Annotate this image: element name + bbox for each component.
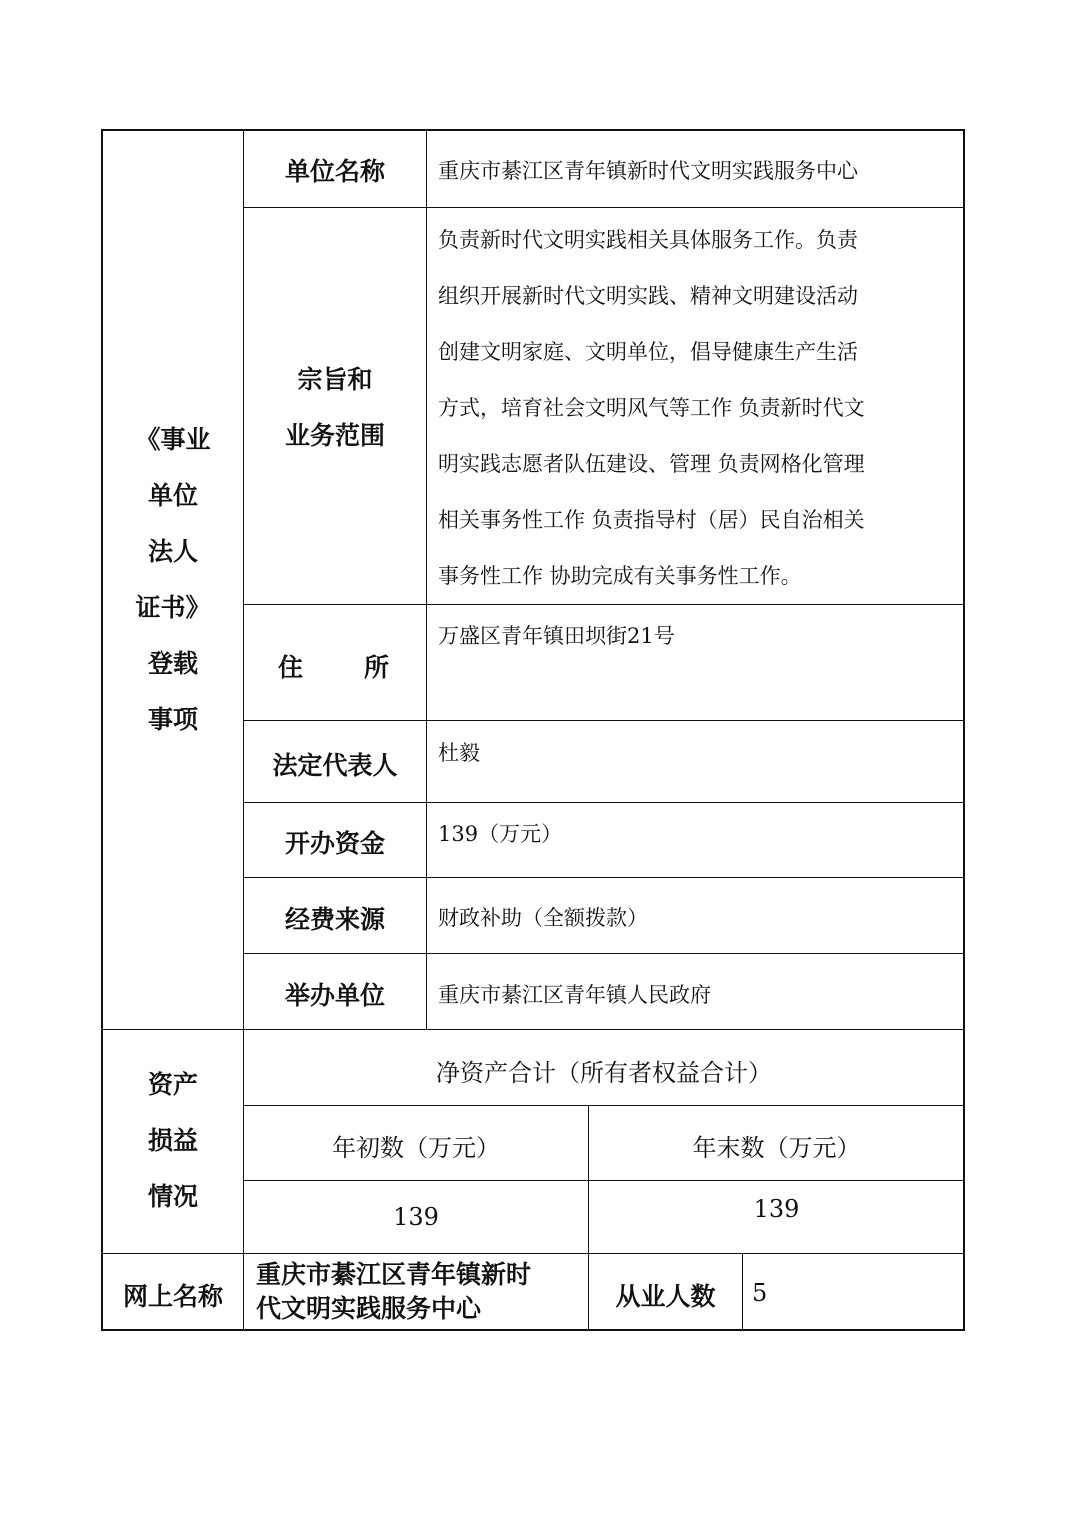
staff-value: 5 (752, 1279, 768, 1307)
purpose-line: 相关事务性工作 负责指导村（居）民自治相关 (438, 508, 865, 532)
staff-label: 从业人数 (615, 1282, 716, 1311)
capital-label: 开办资金 (284, 829, 385, 858)
purpose-text (438, 212, 960, 604)
purpose-line: 组织开展新时代文明实践、精神文明建设活动 (438, 284, 858, 308)
assets-label-line: 情况 (147, 1182, 198, 1211)
online-name-label: 网上名称 (122, 1282, 223, 1311)
purpose-label (244, 352, 426, 464)
address-label-char: 所 (364, 653, 390, 682)
grid-hline-10 (101, 1253, 965, 1254)
end-year-label: 年末数（万元） (692, 1134, 861, 1162)
grid-hline-1 (243, 207, 964, 208)
certificate-label-line: 事项 (147, 705, 198, 734)
purpose-line: 方式，培育社会文明风气等工作 负责新时代文 (438, 396, 865, 420)
funding-value: 财政补助（全额拨款） (438, 906, 648, 930)
purpose-label-line: 业务范围 (284, 421, 385, 450)
grid-hline-4 (243, 802, 964, 803)
purpose-label-line: 宗旨和 (297, 365, 373, 394)
purpose-line: 事务性工作 协助完成有关事务性工作。 (438, 564, 802, 588)
assets-label-line: 损益 (147, 1126, 198, 1155)
sponsor-label: 举办单位 (284, 981, 385, 1010)
funding-label: 经费来源 (284, 905, 385, 934)
end-year-value: 139 (753, 1195, 800, 1223)
net-assets-header: 净资产合计（所有者权益合计） (436, 1059, 772, 1087)
begin-year-value: 139 (393, 1203, 439, 1231)
assets-label (103, 1057, 243, 1225)
online-name-value (256, 1258, 531, 1326)
address-label-char: 住 (278, 653, 304, 682)
grid-hline-7 (101, 1029, 965, 1030)
grid-hline-8 (243, 1105, 964, 1106)
certificate-label-line: 登载 (147, 649, 198, 678)
certificate-label-line: 证书》 (135, 593, 211, 622)
purpose-line: 创建文明家庭、文明单位，倡导健康生产生活 (438, 340, 858, 364)
grid-hline-5 (243, 877, 964, 878)
online-name-line: 重庆市綦江区青年镇新时 (256, 1260, 532, 1289)
online-name-line: 代文明实践服务中心 (256, 1294, 482, 1323)
certificate-label-line: 单位 (147, 481, 198, 510)
legal-rep-label: 法定代表人 (272, 751, 398, 780)
grid-vline-staff-value (742, 1253, 743, 1331)
unit-name-label: 单位名称 (284, 157, 385, 186)
sponsor-value: 重庆市綦江区青年镇人民政府 (438, 983, 711, 1007)
certificate-items-label (103, 412, 243, 748)
legal-rep-value: 杜毅 (438, 741, 480, 765)
purpose-line: 明实践志愿者队伍建设、管理 负责网格化管理 (438, 452, 865, 476)
unit-name-value: 重庆市綦江区青年镇新时代文明实践服务中心 (438, 159, 858, 183)
grid-hline-9 (243, 1180, 964, 1181)
capital-value: 139（万元） (438, 822, 563, 846)
address-value: 万盛区青年镇田坝街21号 (438, 624, 675, 648)
assets-label-line: 资产 (147, 1070, 198, 1099)
purpose-line: 负责新时代文明实践相关具体服务工作。负责 (438, 228, 858, 252)
begin-year-label: 年初数（万元） (332, 1134, 500, 1162)
certificate-label-line: 法人 (147, 537, 198, 566)
grid-hline-3 (243, 720, 964, 721)
table-border-bottom (101, 1329, 965, 1331)
table-border-top (101, 129, 965, 131)
grid-hline-2 (243, 604, 964, 605)
grid-hline-6 (243, 953, 964, 954)
grid-vline-value-col (426, 129, 427, 1030)
certificate-label-line: 《事业 (135, 425, 211, 454)
